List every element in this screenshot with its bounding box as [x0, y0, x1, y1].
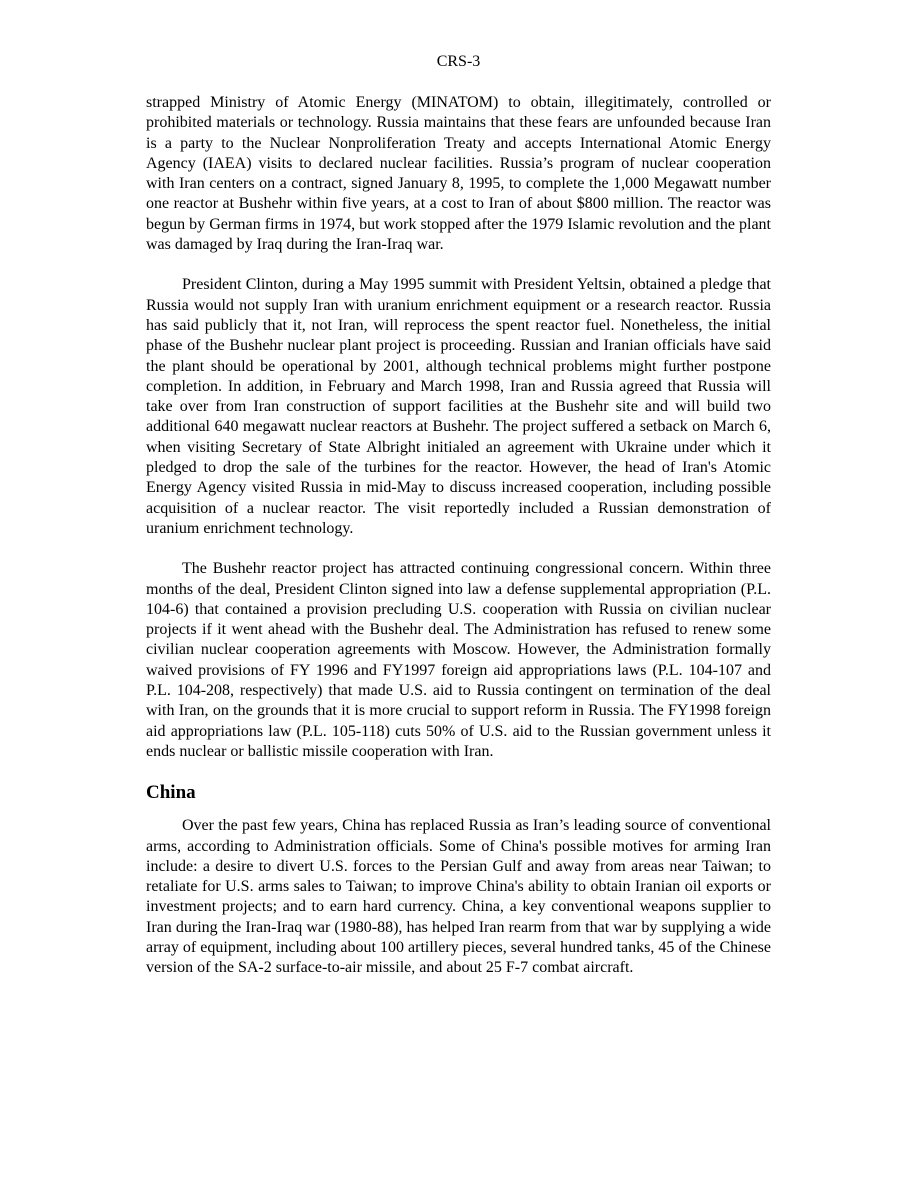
- section-heading-china: China: [146, 782, 196, 804]
- paragraph-clinton-yeltsin-pledge: President Clinton, during a May 1995 summit with President Yeltsin, obtained a pledge that Russia would not supply Iran with uranium enrichment equipment or a research reactor. Russia has said publicly that it, not Iran, will reprocess the spent reactor fuel. Nonetheless, the initial phase of the Bushehr nuclear plant project is proceeding. Russian and Iranian officials have said the plant should be operational by 2001, although technical problems might further postpone completion. In addition, in February and March 1998, Iran and Russia agreed that Russia will take over from Iran construction of support facilities at the Bushehr site and will build two additional 640 megawatt nuclear reactors at Bushehr. The project suffered a setback on March 6, when visiting Secretary of State Albright initialed an agreement with Ukraine under which it pledged to drop the sale of the turbines for the reactor. However, the head of Iran's Atomic Energy Agency visited Russia in mid-May to discuss increased cooperation, including possible acquisition of a nuclear reactor. The visit reportedly included a Russian demonstration of uranium enrichment technology.: [146, 276, 771, 537]
- document-page: [146, 52, 771, 999]
- page-number-header: CRS-3: [436, 53, 481, 70]
- paragraph-china-arms: Over the past few years, China has replaced Russia as Iran’s leading source of conventional arms, according to Administration officials. Some of China's possible motives for arming Iran include: a desire to divert U.S. forces to the Persian Gulf and away from areas near Taiwan; to retaliate for U.S. arms sales to Taiwan; to improve China's ability to obtain Iranian oil exports or investment projects; and to earn hard currency. China, a key conventional weapons supplier to Iran during the Iran-Iraq war (1980-88), has helped Iran rearm from that war by supplying a wide array of equipment, including about 100 artillery pieces, several hundred tanks, 45 of the Chinese version of the SA-2 surface-to-air missile, and about 25 F-7 combat aircraft.: [146, 817, 771, 977]
- paragraph-congressional-concern: The Bushehr reactor project has attracted continuing congressional concern. Within three months of the deal, President Clinton signed into law a defense supplemental appropriation (P.L. 104-6) that contained a provision precluding U.S. cooperation with Russia on civilian nuclear projects if it went ahead with the Bushehr deal. The Administration has refused to renew some civilian nuclear cooperation agreements with Moscow. However, the Administration formally waived provisions of FY 1996 and FY1997 foreign aid appropriations laws (P.L. 104-107 and P.L. 104-208, respectively) that made U.S. aid to Russia contingent on termination of the deal with Iran, on the grounds that it is more crucial to support reform in Russia. The FY1998 foreign aid appropriations law (P.L. 105-118) cuts 50% of U.S. aid to the Russian government unless it ends nuclear or ballistic missile cooperation with Iran.: [146, 560, 771, 760]
- paragraph-minatom-continuation: strapped Ministry of Atomic Energy (MINATOM) to obtain, illegitimately, controlled or prohibited materials or technology. Russia maintains that these fears are unfounded because Iran is a party to the Nuclear Nonproliferation Treaty and accepts International Atomic Energy Agency (IAEA) visits to declared nuclear facilities. Russia’s program of nuclear cooperation with Iran centers on a contract, signed January 8, 1995, to complete the 1,000 Megawatt number one reactor at Bushehr within five years, at a cost to Iran of about $800 million. The reactor was begun by German firms in 1974, but work stopped after the 1979 Islamic revolution and the plant was damaged by Iraq during the Iran-Iraq war.: [146, 94, 771, 254]
